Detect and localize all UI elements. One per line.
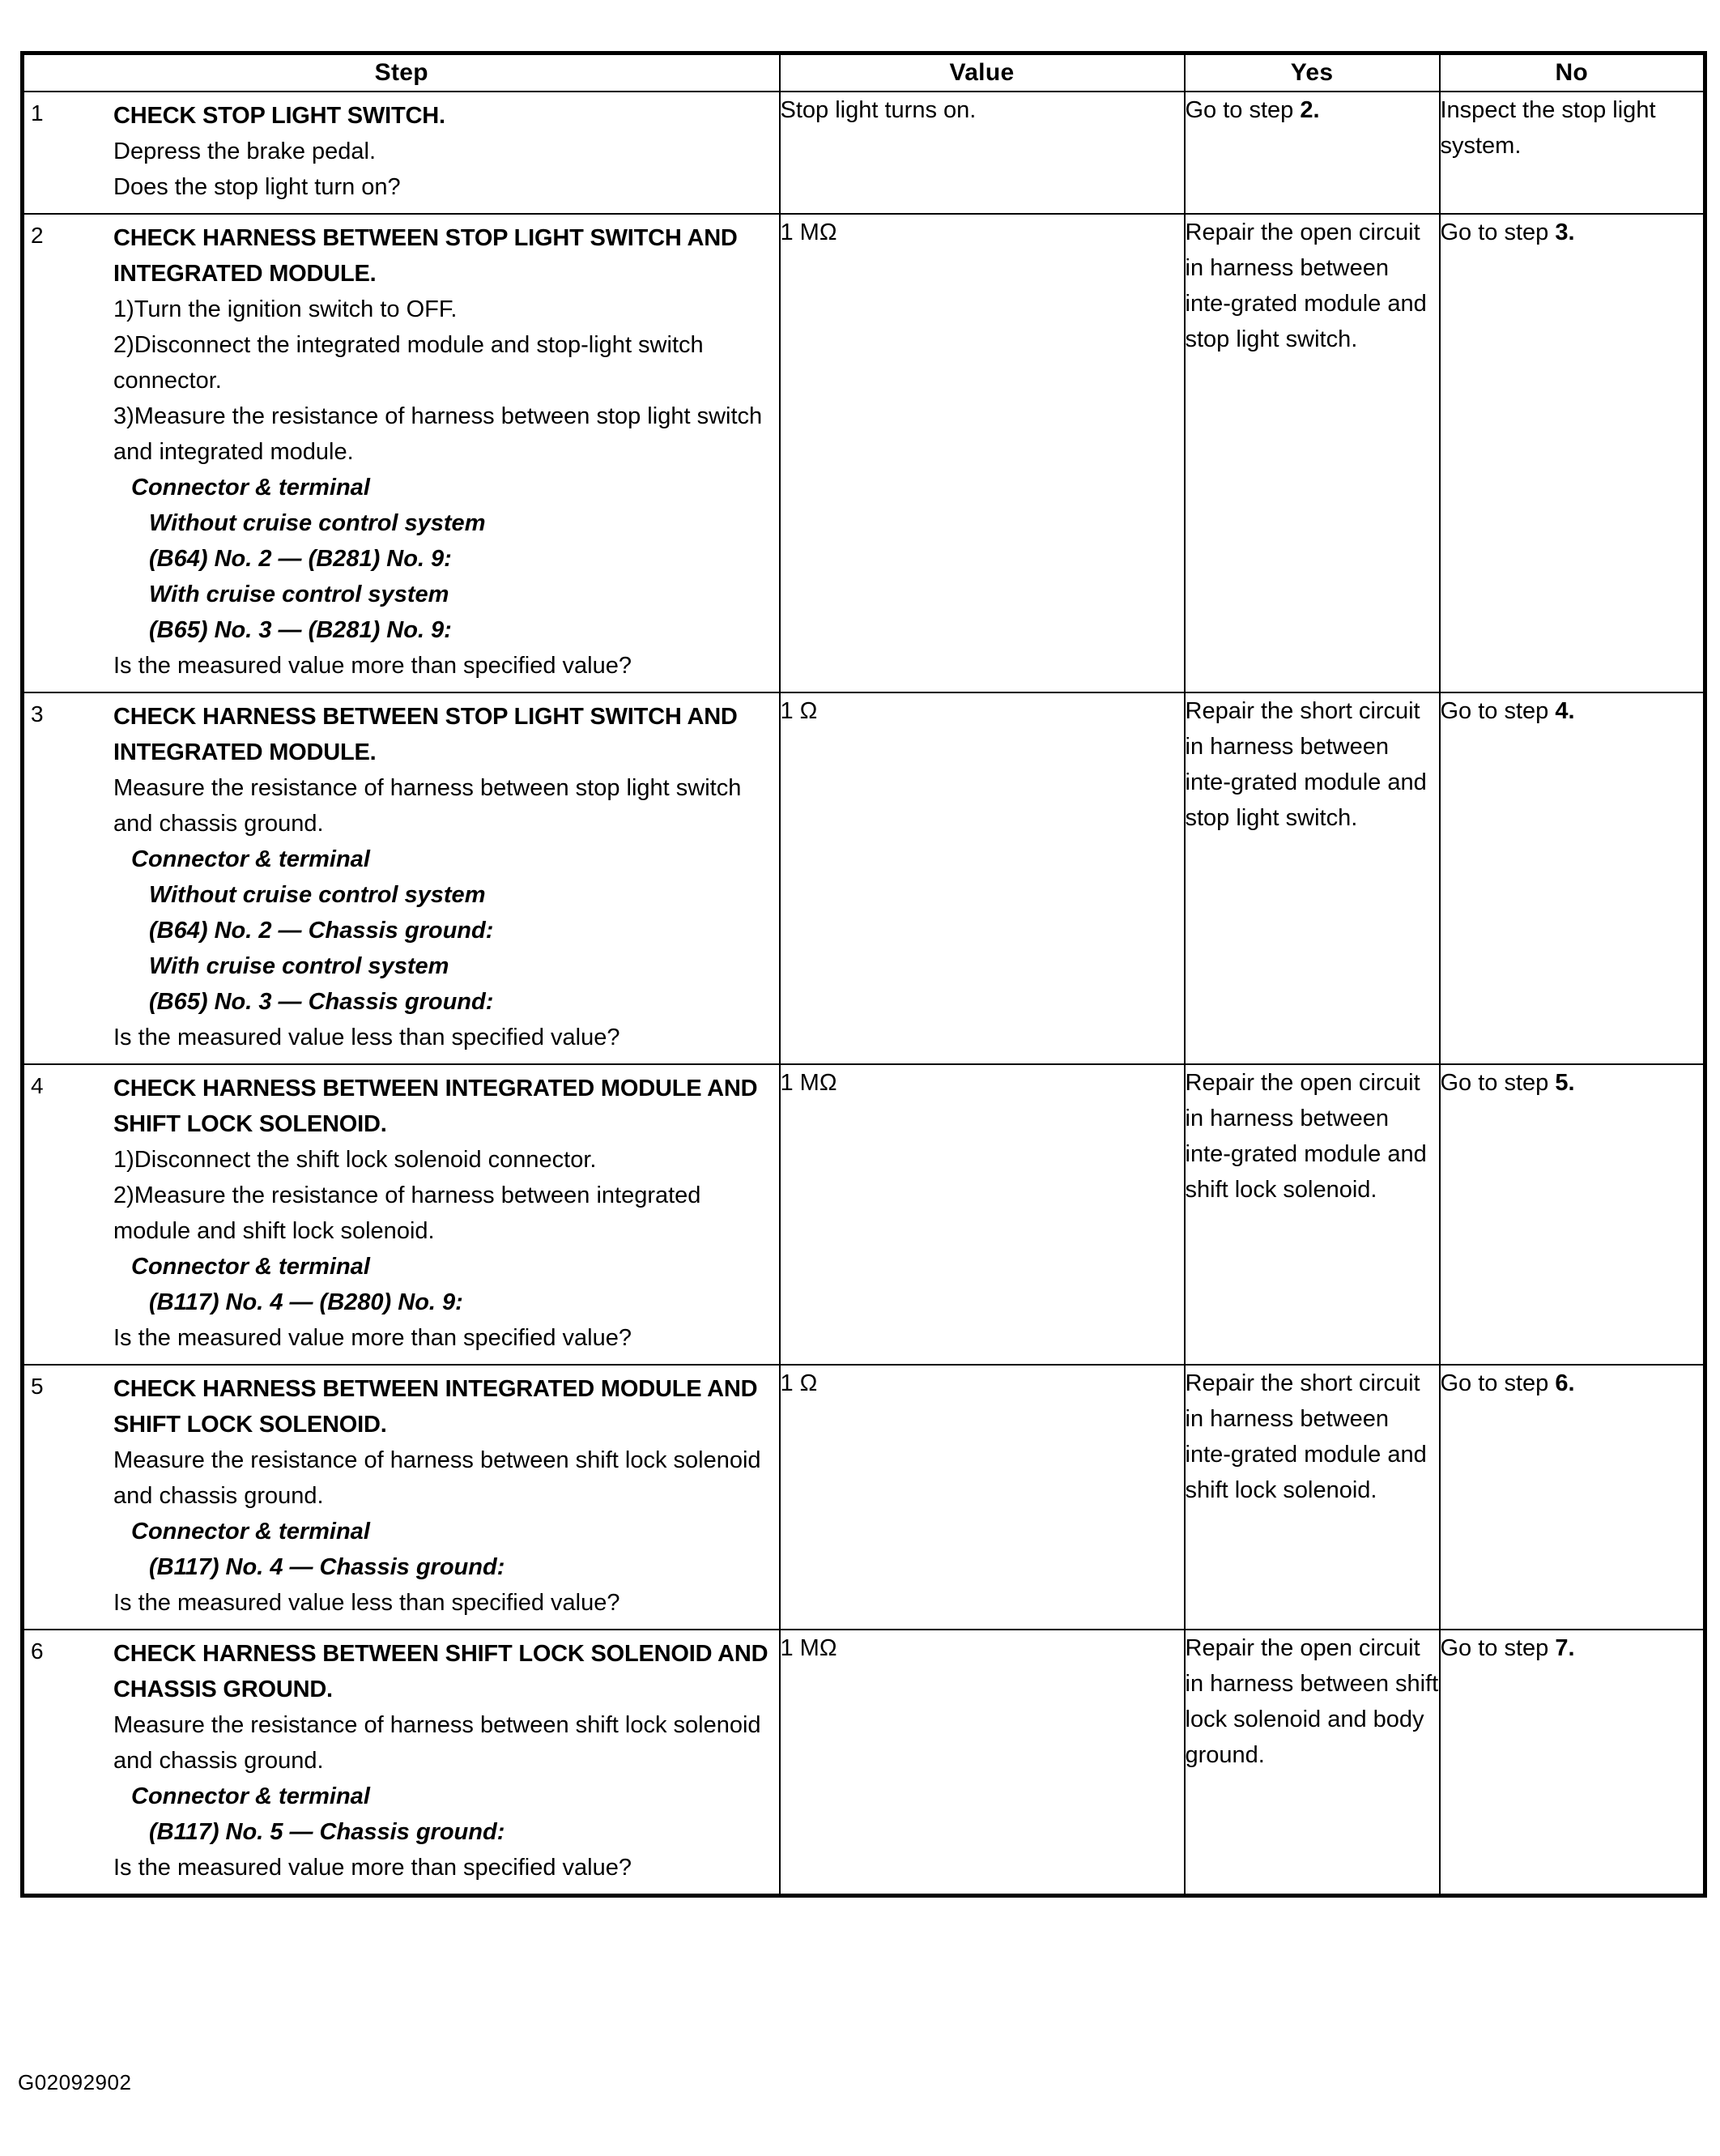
step-number: 3	[31, 701, 44, 726]
step-cell	[23, 92, 780, 214]
step-title: CHECK STOP LIGHT SWITCH.	[113, 103, 445, 129]
step-line: (B65) No. 3 — (B281) No. 9:	[149, 617, 452, 643]
step-line: Is the measured value more than specified value?	[113, 1855, 632, 1881]
diagnostic-procedure-table	[20, 51, 1707, 1898]
column-header-no: No	[1440, 53, 1705, 92]
step-line: 2)Disconnect the integrated module and stop-light switch connector.	[113, 332, 704, 394]
yes-cell: Repair the open circuit in harness between shift lock solenoid and body ground.	[1185, 1630, 1440, 1896]
yes-cell: Repair the short circuit in harness between inte-grated module and stop light switch.	[1185, 692, 1440, 1064]
step-line: Connector & terminal	[131, 1254, 370, 1280]
step-line: Is the measured value less than specified value?	[113, 1590, 620, 1616]
step-line: With cruise control system	[149, 582, 449, 607]
step-line: Does the stop light turn on?	[113, 174, 401, 200]
step-body	[113, 1371, 771, 1621]
step-cell	[23, 1064, 780, 1365]
table-row	[23, 1064, 1705, 1365]
step-line: Connector & terminal	[131, 475, 370, 501]
no-cell: Go to step 6.	[1440, 1365, 1705, 1630]
step-line: Measure the resistance of harness between shift lock solenoid and chassis ground.	[113, 1447, 761, 1509]
step-line: 1)Turn the ignition switch to OFF.	[113, 296, 458, 322]
no-cell: Inspect the stop light system.	[1440, 92, 1705, 214]
step-line: Connector & terminal	[131, 1519, 370, 1545]
yes-cell: Repair the short circuit in harness between inte-grated module and shift lock solenoid.	[1185, 1365, 1440, 1630]
step-line: Depress the brake pedal.	[113, 138, 377, 164]
step-cell	[23, 1630, 780, 1896]
step-line: Is the measured value more than specified value?	[113, 1325, 632, 1351]
step-line: Connector & terminal	[131, 1783, 370, 1809]
step-line: 2)Measure the resistance of harness between integrated module and shift lock solenoid.	[113, 1182, 701, 1244]
step-line: (B64) No. 2 — Chassis ground:	[149, 918, 494, 944]
table-row	[23, 1630, 1705, 1896]
step-number: 2	[31, 223, 44, 248]
step-number: 5	[31, 1374, 44, 1399]
step-body	[113, 220, 771, 684]
step-number: 4	[31, 1073, 44, 1098]
yes-cell: Repair the open circuit in harness between inte-grated module and stop light switch.	[1185, 214, 1440, 692]
step-line: 1)Disconnect the shift lock solenoid connector.	[113, 1147, 597, 1173]
table-row	[23, 92, 1705, 214]
step-body	[113, 699, 771, 1055]
step-line: Without cruise control system	[149, 510, 486, 536]
yes-cell: Go to step 2.	[1185, 92, 1440, 214]
value-cell: 1 Ω	[780, 692, 1185, 1064]
no-cell: Go to step 7.	[1440, 1630, 1705, 1896]
figure-reference-code: G02092902	[18, 2070, 132, 2094]
value-cell: 1 MΩ	[780, 214, 1185, 692]
value-cell: Stop light turns on.	[780, 92, 1185, 214]
step-line: (B117) No. 4 — (B280) No. 9:	[149, 1289, 463, 1315]
step-body	[113, 1071, 771, 1356]
step-title: CHECK HARNESS BETWEEN STOP LIGHT SWITCH AND INTEGRATED MODULE.	[113, 704, 738, 765]
column-header-step: Step	[23, 53, 780, 92]
value-cell: 1 Ω	[780, 1365, 1185, 1630]
header-row	[23, 53, 1705, 92]
step-line: Connector & terminal	[131, 846, 370, 872]
step-line: Is the measured value more than specified value?	[113, 653, 632, 679]
step-line: Without cruise control system	[149, 882, 486, 908]
value-cell: 1 MΩ	[780, 1064, 1185, 1365]
step-line: Measure the resistance of harness between shift lock solenoid and chassis ground.	[113, 1712, 761, 1774]
step-line: (B65) No. 3 — Chassis ground:	[149, 989, 494, 1015]
column-header-value: Value	[780, 53, 1185, 92]
step-body	[113, 98, 771, 205]
step-cell	[23, 214, 780, 692]
step-cell	[23, 1365, 780, 1630]
step-number: 1	[31, 100, 44, 126]
step-line: Is the measured value less than specified value?	[113, 1025, 620, 1050]
step-number: 6	[31, 1638, 44, 1664]
step-title: CHECK HARNESS BETWEEN SHIFT LOCK SOLENOID AND CHASSIS GROUND.	[113, 1641, 768, 1702]
step-line: (B117) No. 5 — Chassis ground:	[149, 1819, 505, 1845]
step-title: CHECK HARNESS BETWEEN INTEGRATED MODULE AND SHIFT LOCK SOLENOID.	[113, 1376, 758, 1438]
no-cell: Go to step 4.	[1440, 692, 1705, 1064]
table-row	[23, 214, 1705, 692]
table-body	[23, 92, 1705, 1896]
step-line: Measure the resistance of harness between stop light switch and chassis ground.	[113, 775, 742, 837]
step-title: CHECK HARNESS BETWEEN STOP LIGHT SWITCH AND INTEGRATED MODULE.	[113, 225, 738, 287]
step-body	[113, 1636, 771, 1885]
yes-cell: Repair the open circuit in harness between inte-grated module and shift lock solenoid.	[1185, 1064, 1440, 1365]
no-cell: Go to step 5.	[1440, 1064, 1705, 1365]
table-row	[23, 692, 1705, 1064]
table-row	[23, 1365, 1705, 1630]
step-line: With cruise control system	[149, 953, 449, 979]
value-cell: 1 MΩ	[780, 1630, 1185, 1896]
step-cell	[23, 692, 780, 1064]
step-title: CHECK HARNESS BETWEEN INTEGRATED MODULE AND SHIFT LOCK SOLENOID.	[113, 1076, 758, 1137]
step-line: (B117) No. 4 — Chassis ground:	[149, 1554, 505, 1580]
column-header-yes: Yes	[1185, 53, 1440, 92]
step-line: 3)Measure the resistance of harness between stop light switch and integrated module.	[113, 403, 763, 465]
step-line: (B64) No. 2 — (B281) No. 9:	[149, 546, 452, 572]
table-header	[23, 53, 1705, 92]
no-cell: Go to step 3.	[1440, 214, 1705, 692]
